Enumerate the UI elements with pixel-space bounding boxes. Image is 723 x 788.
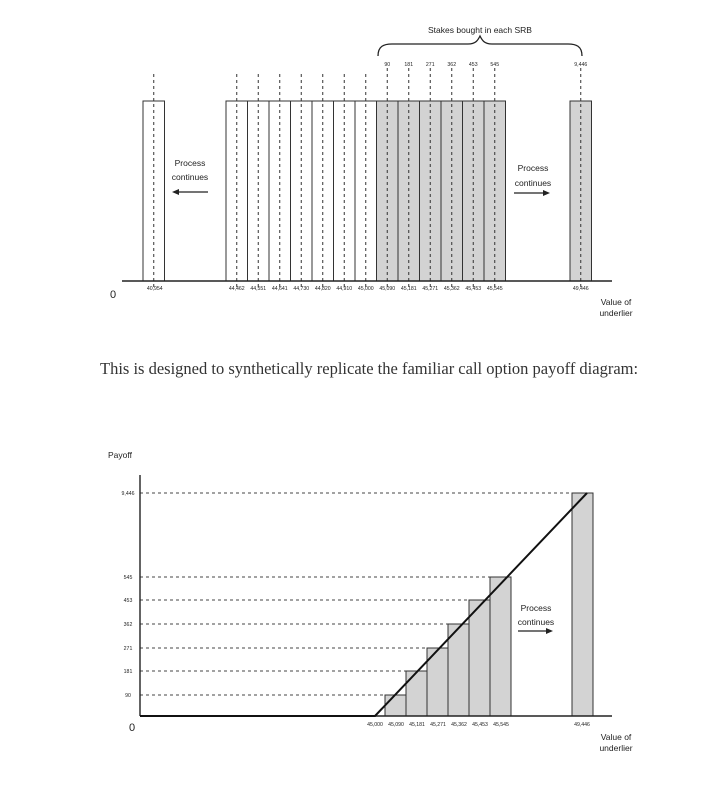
right-arrow-icon (514, 190, 550, 196)
underlier-tick-0: 45,000 (367, 722, 383, 728)
payoff-bar-4 (469, 600, 490, 716)
strike-label-grey-2: 45,271 (422, 286, 439, 292)
underlier-tick-6: 45,545 (493, 722, 509, 728)
top-x-axis-label-line2: underlier (599, 308, 633, 318)
bottom-right-arrow-icon (518, 628, 553, 634)
bottom-process-label: Process (520, 603, 552, 613)
strike-label-grey-4: 45,453 (465, 286, 482, 292)
strike-label-white-0: 44,462 (228, 286, 245, 292)
underlier-tick-4: 45,362 (451, 722, 467, 728)
payoff-tick-0: 90 (125, 693, 131, 699)
bottom-x-axis-label-line2: underlier (599, 743, 633, 753)
left-arrow-icon (172, 189, 208, 195)
strike-label-grey-1: 45,181 (400, 286, 417, 292)
left-continues-label: continues (171, 172, 209, 182)
payoff-tick-1: 181 (123, 669, 133, 675)
stake-label-grey-1: 181 (404, 62, 414, 68)
stake-label-grey-2: 271 (425, 62, 435, 68)
payoff-bar-far (572, 493, 593, 716)
payoff-tick-5: 545 (123, 575, 133, 581)
top-x-axis-label-line1: Value of (600, 297, 632, 307)
underlier-tick-1: 45,090 (388, 722, 404, 728)
payoff-bar-5 (490, 577, 511, 716)
strike-label-white-3: 44,730 (293, 286, 310, 292)
underlier-tick-5: 45,453 (472, 722, 488, 728)
strike-label-white-6: 45,000 (357, 286, 374, 292)
top-origin-label: 0 (109, 289, 117, 301)
stake-label-far: 9,446 (574, 62, 588, 68)
strike-label-white-4: 44,820 (314, 286, 331, 292)
strike-label-grey-5: 45,545 (486, 286, 503, 292)
underlier-tick-3: 45,271 (430, 722, 446, 728)
payoff-bar-3 (448, 624, 469, 716)
right-process-label: Process (517, 163, 549, 173)
strike-label-white-5: 44,910 (336, 286, 353, 292)
payoff-tick-2: 271 (123, 646, 133, 652)
strike-label-white-2: 44,641 (271, 286, 288, 292)
right-continues-label: continues (514, 178, 552, 188)
payoff-tick-4: 453 (123, 598, 133, 604)
strike-label-left: 40,954 (146, 286, 163, 292)
stake-label-grey-3: 362 (447, 62, 457, 68)
payoff-bar-0 (385, 695, 406, 716)
underlier-tick-7: 49,446 (574, 722, 590, 728)
stake-label-grey-0: 90 (384, 62, 391, 68)
stakes-bracket-label: Stakes bought in each SRB (428, 25, 532, 35)
payoff-axis-label: Payoff (108, 450, 132, 460)
bottom-continues-label: continues (517, 617, 555, 627)
strike-label-grey-0: 45,090 (379, 286, 396, 292)
strike-label-grey-3: 45,362 (443, 286, 460, 292)
stake-label-grey-5: 545 (490, 62, 500, 68)
payoff-tick-3: 362 (123, 622, 133, 628)
call-payoff-diagram (0, 440, 723, 788)
left-process-label: Process (174, 158, 206, 168)
body-paragraph: This is designed to synthetically replicate the familiar call option payoff diagram: (100, 359, 639, 378)
payoff-tick-6: 9,446 (121, 491, 135, 497)
srb-stakes-diagram (0, 0, 723, 330)
underlier-tick-2: 45,181 (409, 722, 425, 728)
stake-label-grey-4: 453 (468, 62, 478, 68)
bottom-origin-label: 0 (128, 722, 136, 734)
stakes-bracket (378, 36, 582, 56)
payoff-bar-1 (406, 671, 427, 716)
strike-label-far: 49,446 (572, 286, 589, 292)
strike-label-white-1: 44,551 (250, 286, 267, 292)
bottom-x-axis-label-line1: Value of (600, 732, 632, 742)
